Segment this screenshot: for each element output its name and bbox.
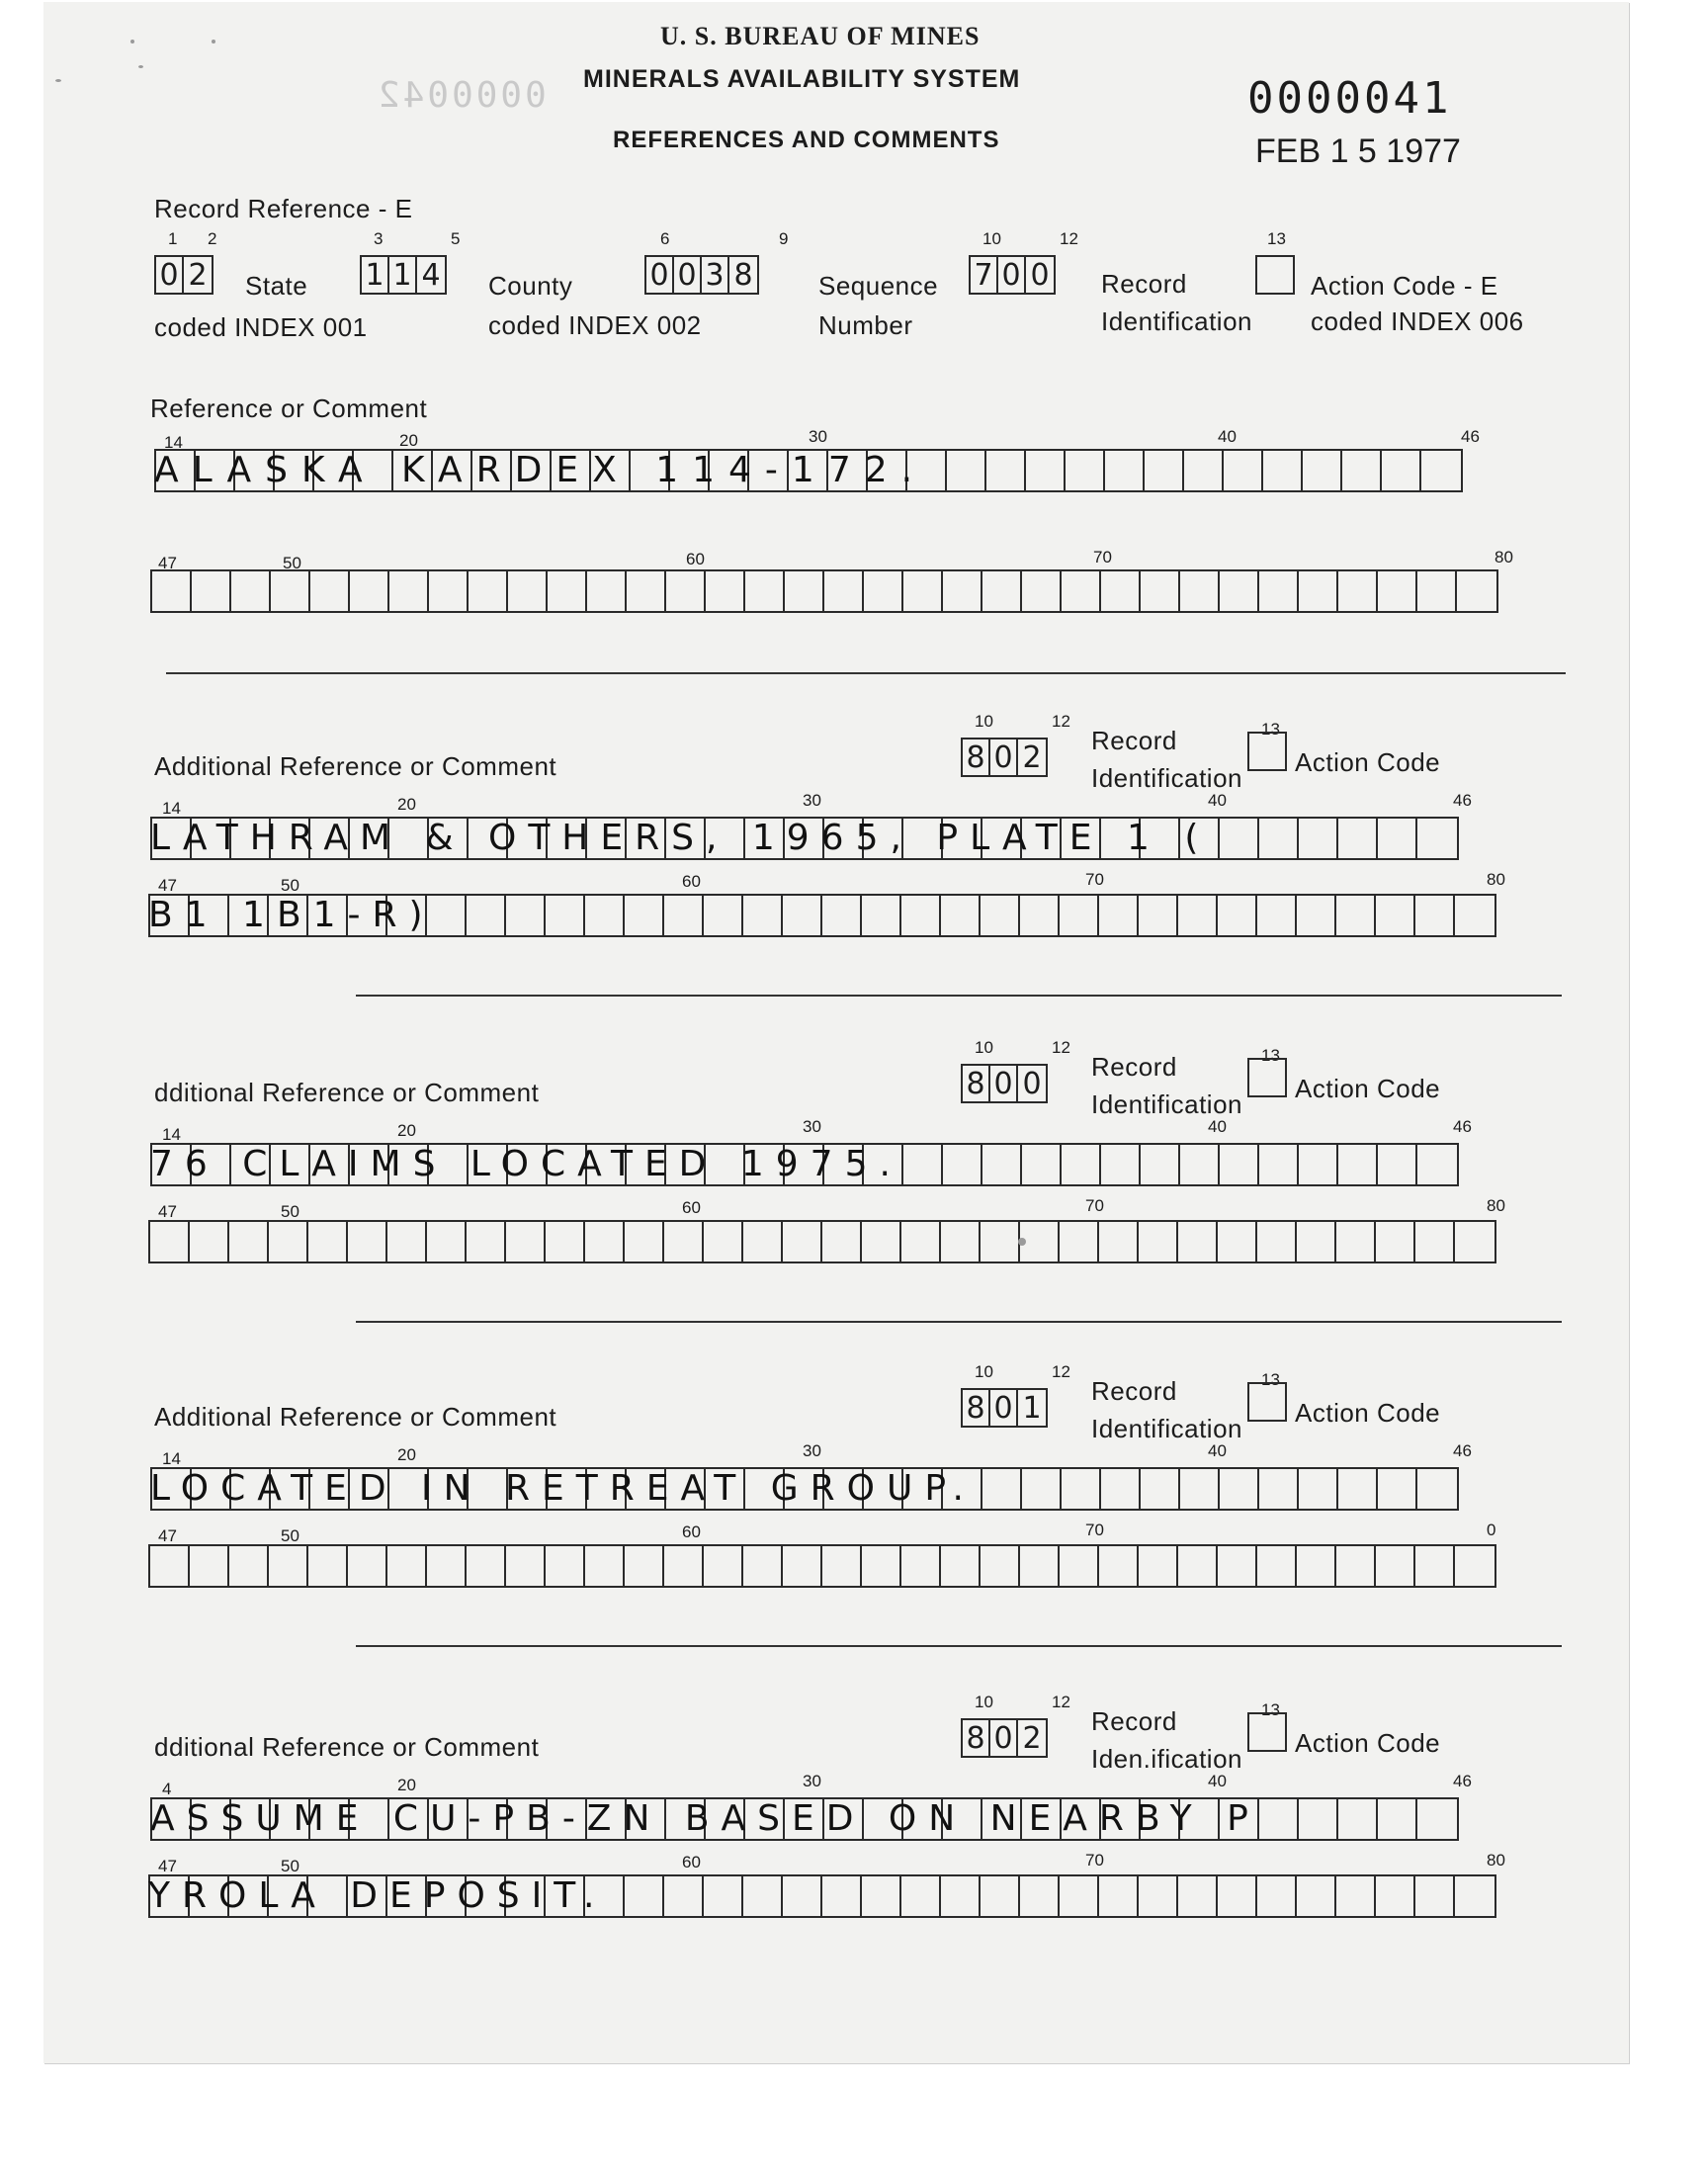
sequence-sub-label: Number — [818, 310, 913, 340]
col-14: 14 — [162, 1125, 181, 1144]
record-id-digit: 0 — [998, 257, 1026, 293]
separator-rule — [356, 1321, 1562, 1323]
record-id-field[interactable] — [961, 1718, 1048, 1758]
scan-speck — [1018, 1238, 1026, 1246]
sequence-digit: 0 — [646, 257, 674, 293]
char-cell — [1342, 451, 1382, 490]
col-40: 40 — [1208, 791, 1227, 810]
record-id-label: Record — [1091, 1706, 1177, 1736]
char-cell — [1178, 1876, 1218, 1916]
record-id-sub-label: Identification — [1091, 1414, 1242, 1443]
record-id-field[interactable] — [961, 1388, 1048, 1428]
action-col: 13 — [1261, 1046, 1280, 1065]
col-80: 80 — [1487, 1851, 1505, 1870]
char-cell — [1062, 571, 1101, 611]
char-cell — [587, 571, 627, 611]
col-70: 70 — [1085, 1196, 1104, 1215]
record-reference-label: Record Reference - E — [154, 194, 413, 223]
char-cell — [1060, 1222, 1099, 1262]
char-cell — [1455, 1876, 1494, 1916]
char-cell — [1382, 451, 1421, 490]
record-id-digit: 0 — [990, 1066, 1018, 1101]
county-code-digit: 1 — [389, 257, 417, 293]
char-cell — [1218, 1222, 1257, 1262]
comment-line-2-text — [148, 1216, 840, 1265]
record-id-sub-label: Iden.ification — [1091, 1744, 1242, 1774]
char-cell — [1060, 1546, 1099, 1586]
char-cell — [903, 571, 943, 611]
char-cell — [1297, 1546, 1336, 1586]
record-id-field[interactable] — [961, 738, 1048, 777]
col-40: 40 — [1218, 427, 1237, 446]
action-code-label: Action Code — [1295, 1398, 1441, 1428]
col-46: 46 — [1461, 427, 1480, 446]
col-60: 60 — [682, 1198, 701, 1217]
record-id-field[interactable] — [961, 1064, 1048, 1103]
col-47: 47 — [158, 876, 177, 895]
char-cell — [1336, 1222, 1376, 1262]
record-id-digit: 0 — [990, 1720, 1018, 1756]
col-70: 70 — [1085, 1521, 1104, 1539]
system-title: MINERALS AVAILABILITY SYSTEM — [583, 65, 1021, 93]
char-cell — [1455, 1546, 1494, 1586]
col-50: 50 — [281, 1857, 299, 1875]
col-46: 46 — [1453, 1441, 1472, 1460]
col-50: 50 — [281, 1202, 299, 1221]
county-code-digit: 1 — [362, 257, 389, 293]
scan-speck — [130, 40, 134, 44]
char-cell — [982, 571, 1022, 611]
char-cell — [1376, 1222, 1415, 1262]
record-id-col-start: 10 — [982, 229, 1001, 248]
col-30: 30 — [803, 1441, 821, 1460]
col-47: 47 — [158, 1526, 177, 1545]
col-46: 46 — [1453, 791, 1472, 810]
char-cell — [981, 1876, 1020, 1916]
county-col-end: 5 — [451, 229, 461, 248]
record-id-digit: 8 — [963, 740, 990, 775]
col-70: 70 — [1085, 1851, 1104, 1870]
col-20: 20 — [397, 1445, 416, 1464]
form-title: REFERENCES AND COMMENTS — [613, 127, 1000, 153]
col-70: 70 — [1085, 870, 1104, 889]
char-cell — [862, 896, 901, 935]
comment-line-1-text: LOCATED IN RETREAT GROUP. — [150, 1467, 976, 1509]
col-50: 50 — [281, 1526, 299, 1545]
action-code-index-label: coded INDEX 006 — [1311, 306, 1524, 336]
record-id-sub-label: Identification — [1101, 306, 1252, 336]
reference-comment-label: Reference or Comment — [150, 393, 428, 423]
col-14: 4 — [162, 1780, 172, 1798]
record-id-field[interactable] — [969, 255, 1056, 295]
char-cell — [824, 571, 864, 611]
char-cell — [1336, 896, 1376, 935]
col-30: 30 — [809, 427, 827, 446]
col-47: 47 — [158, 1202, 177, 1221]
col-30: 30 — [803, 1772, 821, 1790]
agency-title: U. S. BUREAU OF MINES — [660, 22, 981, 50]
col-14: 14 — [162, 799, 181, 818]
char-cell — [941, 896, 981, 935]
sequence-col-end: 9 — [779, 229, 789, 248]
col-60: 60 — [682, 1853, 701, 1871]
char-cell — [1303, 451, 1342, 490]
char-cell — [429, 571, 469, 611]
char-cell — [1376, 1876, 1415, 1916]
col-20: 20 — [397, 1776, 416, 1794]
record-id-label: Record — [1101, 269, 1187, 299]
sequence-digit: 3 — [702, 257, 729, 293]
sequence-col-start: 6 — [660, 229, 670, 248]
record-id-digit: 1 — [1022, 1390, 1042, 1426]
rid-col-start: 10 — [975, 1038, 993, 1057]
col-60: 60 — [682, 1522, 701, 1541]
char-cell — [1060, 1876, 1099, 1916]
record-id-label: Record — [1091, 1376, 1177, 1406]
state-code-digit: 0 — [156, 257, 184, 293]
char-cell — [1457, 571, 1496, 611]
record-id-digit: 8 — [963, 1066, 990, 1101]
char-cell — [1297, 896, 1336, 935]
record-id-digit: 2 — [1022, 1720, 1042, 1756]
char-cell — [1378, 571, 1417, 611]
char-cell — [1297, 1222, 1336, 1262]
char-cell — [350, 571, 389, 611]
char-cell — [1020, 1222, 1060, 1262]
char-cell — [1178, 1222, 1218, 1262]
char-cell — [862, 1876, 901, 1916]
additional-comment-label: dditional Reference or Comment — [154, 1078, 540, 1107]
char-cell — [1415, 1546, 1455, 1586]
col-80: 80 — [1494, 548, 1513, 566]
action-col: 13 — [1261, 1370, 1280, 1389]
char-cell — [1184, 451, 1224, 490]
state-col-start: 1 — [168, 229, 178, 248]
col-80: 80 — [1487, 870, 1505, 889]
comment-line-2[interactable] — [150, 569, 1498, 613]
comment-line-1-text: LATHRAM & OTHERS, 1965, PLATE 1 ( — [150, 817, 1211, 858]
char-cell — [1257, 896, 1297, 935]
char-cell — [1141, 571, 1180, 611]
char-cell — [1099, 1876, 1139, 1916]
county-index-label: coded INDEX 002 — [488, 310, 702, 340]
additional-comment-label: Additional Reference or Comment — [154, 1402, 557, 1432]
action-col: 13 — [1267, 229, 1286, 248]
col-46: 46 — [1453, 1117, 1472, 1136]
char-cell — [1336, 1546, 1376, 1586]
additional-comment-label: dditional Reference or Comment — [154, 1732, 540, 1762]
char-cell — [901, 1876, 941, 1916]
char-cell — [1218, 1546, 1257, 1586]
col-46: 46 — [1453, 1772, 1472, 1790]
char-cell — [943, 571, 982, 611]
separator-rule — [166, 672, 1566, 674]
col-50: 50 — [283, 554, 301, 572]
col-20: 20 — [397, 1121, 416, 1140]
char-cell — [1139, 1876, 1178, 1916]
char-cell — [1415, 1222, 1455, 1262]
char-cell — [1099, 1222, 1139, 1262]
action-col: 13 — [1261, 1700, 1280, 1719]
char-cell — [1060, 896, 1099, 935]
col-30: 30 — [803, 791, 821, 810]
char-cell — [1415, 896, 1455, 935]
char-cell — [706, 571, 745, 611]
char-cell — [1099, 896, 1139, 935]
char-cell — [389, 571, 429, 611]
char-cell — [1415, 1876, 1455, 1916]
char-cell — [901, 1222, 941, 1262]
action-code-box[interactable] — [1247, 1382, 1287, 1422]
record-number-stamp: 0000041 — [1247, 73, 1452, 124]
record-id-digit: 0 — [1022, 1066, 1042, 1101]
comment-line-2-text: YROLA DEPOSIT. — [148, 1874, 607, 1916]
record-id-digit: 0 — [990, 1390, 1018, 1426]
col-60: 60 — [686, 550, 705, 568]
col-20: 20 — [397, 795, 416, 814]
comment-line-1-text: 76 CLAIMS LOCATED 1975. — [150, 1143, 902, 1184]
char-cell — [271, 571, 310, 611]
char-cell — [745, 571, 785, 611]
char-cell — [901, 1546, 941, 1586]
char-cell — [627, 571, 666, 611]
char-cell — [1145, 451, 1184, 490]
char-cell — [1218, 1876, 1257, 1916]
record-id-digit: 0 — [1030, 257, 1050, 293]
col-60: 60 — [682, 872, 701, 891]
rid-col-end: 12 — [1052, 1038, 1070, 1057]
char-cell — [862, 1546, 901, 1586]
char-cell — [862, 1222, 901, 1262]
sequence-number-field[interactable] — [644, 255, 759, 295]
rid-col-start: 10 — [975, 712, 993, 731]
rid-col-start: 10 — [975, 1362, 993, 1381]
record-id-label: Record — [1091, 726, 1177, 755]
separator-rule — [356, 1645, 1562, 1647]
char-cell — [941, 1222, 981, 1262]
char-cell — [941, 1546, 981, 1586]
record-id-digit: 7 — [971, 257, 998, 293]
state-label: State — [245, 271, 308, 301]
col-40: 40 — [1208, 1441, 1227, 1460]
sequence-digit: 0 — [674, 257, 702, 293]
action-col: 13 — [1261, 720, 1280, 739]
rid-col-end: 12 — [1052, 712, 1070, 731]
char-cell — [152, 571, 192, 611]
char-cell — [1180, 571, 1220, 611]
comment-line-2-text: B1 1B1-R) — [148, 894, 435, 935]
col-20: 20 — [399, 431, 418, 450]
rid-col-end: 12 — [1052, 1362, 1070, 1381]
char-cell — [1421, 451, 1461, 490]
char-cell — [1020, 896, 1060, 935]
char-cell — [1099, 1546, 1139, 1586]
char-cell — [192, 571, 231, 611]
rid-col-end: 12 — [1052, 1693, 1070, 1711]
char-cell — [508, 571, 548, 611]
additional-comment-label: Additional Reference or Comment — [154, 751, 557, 781]
date-stamp: FEB 1 5 1977 — [1255, 132, 1461, 170]
separator-rule — [356, 995, 1562, 997]
char-cell — [981, 1546, 1020, 1586]
col-47: 47 — [158, 1857, 177, 1875]
action-code-label: Action Code - E — [1311, 271, 1498, 301]
char-cell — [1263, 451, 1303, 490]
char-cell — [1257, 1222, 1297, 1262]
char-cell — [1257, 1546, 1297, 1586]
col-70: 70 — [1093, 548, 1112, 566]
char-cell — [1376, 896, 1415, 935]
char-cell — [548, 571, 587, 611]
county-code-field[interactable] — [360, 255, 447, 295]
char-cell — [981, 896, 1020, 935]
char-cell — [310, 571, 350, 611]
char-cell — [1224, 451, 1263, 490]
char-cell — [1336, 1876, 1376, 1916]
sequence-digit: 8 — [733, 257, 753, 293]
record-id-digit: 2 — [1022, 740, 1042, 775]
col-14: 14 — [164, 433, 183, 452]
char-cell — [1257, 1876, 1297, 1916]
char-cell — [1376, 1546, 1415, 1586]
col-14: 14 — [162, 1449, 181, 1468]
county-code-digit: 4 — [421, 257, 441, 293]
col-40: 40 — [1208, 1117, 1227, 1136]
comment-line-1-text: ASSUME CU-PB-ZN BASED ON NEARBY P — [150, 1797, 1260, 1839]
state-col-end: 2 — [208, 229, 217, 248]
scan-speck — [138, 65, 143, 68]
col-80: 0 — [1487, 1521, 1496, 1539]
action-code-label: Action Code — [1295, 1728, 1441, 1758]
char-cell — [941, 1876, 981, 1916]
sequence-label: Sequence — [818, 271, 939, 301]
char-cell — [1218, 896, 1257, 935]
char-cell — [1139, 1546, 1178, 1586]
char-cell — [1020, 1876, 1060, 1916]
char-cell — [1297, 1876, 1336, 1916]
char-cell — [1455, 896, 1494, 935]
char-cell — [785, 571, 824, 611]
char-cell — [981, 1222, 1020, 1262]
county-label: County — [488, 271, 573, 301]
record-id-digit: 8 — [963, 1720, 990, 1756]
char-cell — [1178, 896, 1218, 935]
char-cell — [1417, 571, 1457, 611]
col-40: 40 — [1208, 1772, 1227, 1790]
col-50: 50 — [281, 876, 299, 895]
action-code-box[interactable] — [1255, 255, 1295, 295]
action-code-box[interactable] — [1247, 1712, 1287, 1752]
record-id-digit: 0 — [990, 740, 1018, 775]
state-code-digit: 2 — [188, 257, 208, 293]
record-id-col-end: 12 — [1060, 229, 1078, 248]
char-cell — [1455, 1222, 1494, 1262]
char-cell — [1259, 571, 1299, 611]
char-cell — [1022, 571, 1062, 611]
char-cell — [864, 571, 903, 611]
bleed-through-number: 0000042 — [376, 75, 547, 116]
char-cell — [1139, 896, 1178, 935]
char-cell — [1139, 1222, 1178, 1262]
char-cell — [1220, 571, 1259, 611]
comment-line-1-text: ALASKA KARDEX 114-172. — [154, 449, 927, 490]
col-47: 47 — [158, 554, 177, 572]
state-index-label: coded INDEX 001 — [154, 312, 368, 342]
char-cell — [1101, 571, 1141, 611]
county-col-start: 3 — [374, 229, 384, 248]
action-code-label: Action Code — [1295, 747, 1441, 777]
col-30: 30 — [803, 1117, 821, 1136]
col-80: 80 — [1487, 1196, 1505, 1215]
action-code-label: Action Code — [1295, 1074, 1441, 1103]
char-cell — [1020, 1546, 1060, 1586]
scan-speck — [212, 40, 215, 44]
rid-col-start: 10 — [975, 1693, 993, 1711]
char-cell — [469, 571, 508, 611]
record-id-digit: 8 — [963, 1390, 990, 1426]
comment-line-2-text — [148, 1540, 840, 1590]
record-id-sub-label: Identification — [1091, 763, 1242, 793]
char-cell — [1178, 1546, 1218, 1586]
action-code-box[interactable] — [1247, 732, 1287, 771]
char-cell — [1338, 571, 1378, 611]
action-code-box[interactable] — [1247, 1058, 1287, 1097]
record-id-label: Record — [1091, 1052, 1177, 1082]
record-id-sub-label: Identification — [1091, 1089, 1242, 1119]
char-cell — [1299, 571, 1338, 611]
char-cell — [901, 896, 941, 935]
scan-speck — [55, 79, 61, 82]
char-cell — [666, 571, 706, 611]
char-cell — [231, 571, 271, 611]
state-code-field[interactable] — [154, 255, 214, 295]
